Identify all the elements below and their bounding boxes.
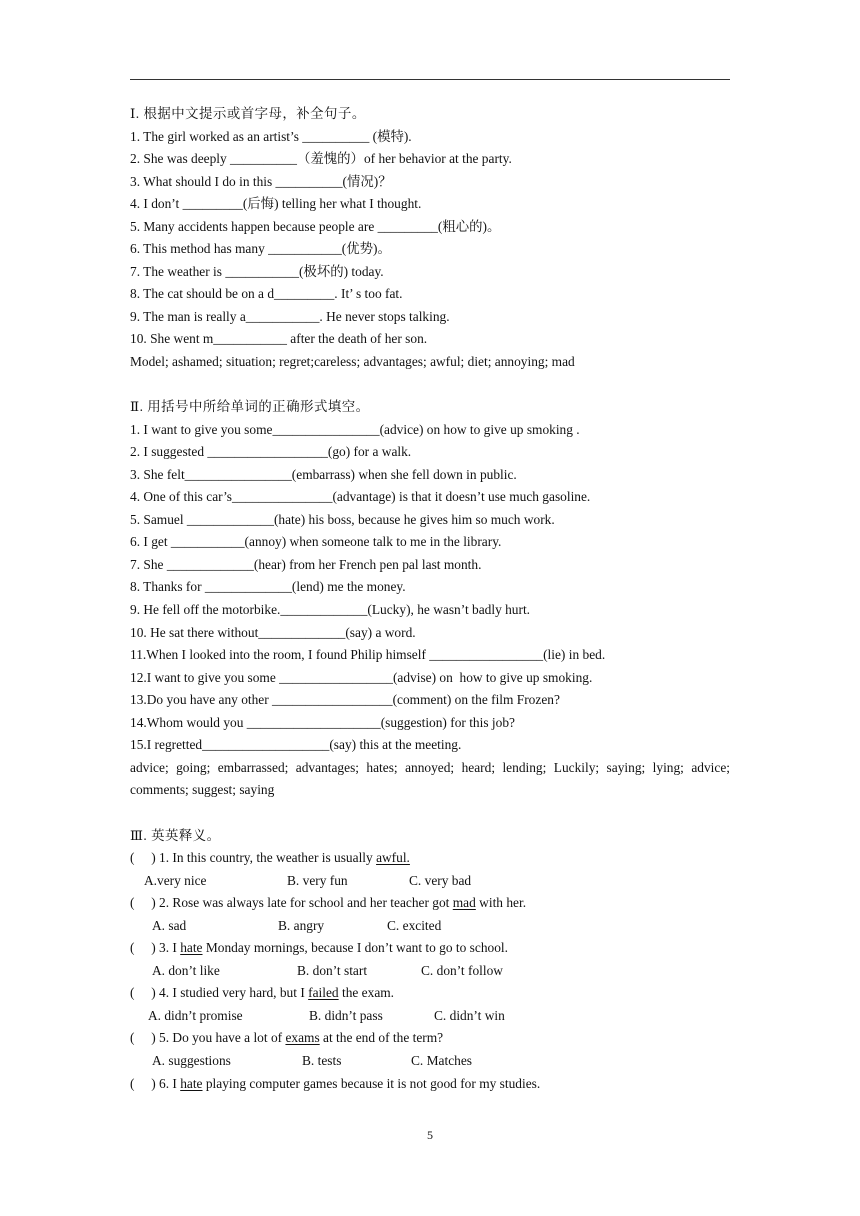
option-a: A. didn’t promise — [148, 1007, 243, 1023]
option-c: C. excited — [387, 917, 442, 933]
question-stem — [130, 1073, 730, 1096]
option-a: A. don’t like — [152, 962, 220, 978]
spacer — [130, 374, 730, 397]
option-c: C. don’t follow — [421, 962, 503, 978]
underlined-word: hate — [180, 940, 203, 956]
sentence-line: 1. I want to give you some________________(advice) on how to give up smoking . — [130, 421, 580, 437]
question-text: ( ) 4. I studied very hard, but I — [130, 985, 309, 1001]
sentence-line: 1. The girl worked as an artist’s __________ (模特). — [130, 128, 412, 144]
sentence-line: 10. She went m___________ after the death of her son. — [130, 331, 428, 347]
question-stem — [130, 892, 730, 915]
sentence-line: 6. I get ___________(annoy) when someone talk to me in the library. — [130, 534, 502, 550]
worksheet-content — [130, 103, 730, 1095]
option-b: B. tests — [302, 1052, 342, 1068]
question-text: ( ) 6. I — [130, 1075, 181, 1091]
question-text: with her. — [475, 895, 527, 911]
sentence-line: 8. Thanks for _____________(lend) me the money. — [130, 579, 406, 595]
option-a: A.very nice — [144, 872, 207, 888]
question-stem — [130, 982, 730, 1005]
question-text: Monday mornings, because I don’t want to go to school. — [202, 940, 508, 956]
question-stem — [130, 937, 730, 960]
page-number: 5 — [427, 1128, 433, 1142]
sentence-line: 7. She _____________(hear) from her French pen pal last month. — [130, 556, 482, 572]
sentence-line: 2. I suggested __________________(go) for a walk. — [130, 444, 412, 460]
underlined-word: awful. — [376, 850, 410, 866]
underlined-word: mad — [452, 895, 476, 911]
option-c: C. very bad — [409, 872, 472, 888]
sentence-line: 4. I don’t _________(后悔) telling her what I thought. — [130, 196, 422, 212]
question-text: ( ) 5. Do you have a lot of — [130, 1030, 286, 1046]
sentence-line: 5. Many accidents happen because people are _________(粗心的)。 — [130, 218, 501, 234]
sentence-line: 11.When I looked into the room, I found Philip himself _________________(lie) in bed. — [130, 647, 606, 663]
option-b: B. didn’t pass — [309, 1007, 383, 1023]
question-text: the exam. — [338, 985, 395, 1001]
option-b: B. don’t start — [297, 962, 368, 978]
question-stem — [130, 847, 730, 870]
sentence-line: 5. Samuel _____________(hate) his boss, because he gives him so much work. — [130, 511, 555, 527]
question-text: ( ) 2. Rose was always late for school and her teacher got — [130, 895, 453, 911]
sentence-line: 4. One of this car’s_______________(advantage) is that it doesn’t use much gasoline. — [130, 489, 591, 505]
underlined-word: failed — [308, 985, 339, 1001]
option-b: B. angry — [278, 917, 325, 933]
sentence-line: 13.Do you have any other __________________(comment) on the film Frozen? — [130, 692, 560, 708]
spacer — [130, 802, 730, 825]
option-c: C. didn’t win — [434, 1007, 505, 1023]
underlined-word: hate — [180, 1075, 203, 1091]
section2-title: Ⅱ. 用括号中所给单词的正确形式填空。 — [130, 399, 370, 415]
section1-sentences — [130, 126, 730, 351]
options-row — [130, 870, 730, 893]
sentence-line: 7. The weather is ___________(极坏的) today. — [130, 263, 384, 279]
sentence-line: 9. The man is really a___________. He never stops talking. — [130, 308, 450, 324]
options-row — [130, 915, 730, 938]
options-row — [130, 1005, 730, 1028]
section2-sentences — [130, 419, 730, 757]
section3-questions — [130, 847, 730, 1095]
section1-answers: Model; ashamed; situation; regret;careless; advantages; awful; diet; annoying; mad — [130, 354, 575, 370]
sentence-line: 12.I want to give you some _________________(advise) on how to give up smoking. — [130, 669, 593, 685]
question-text: ( ) 1. In this country, the weather is usually — [130, 850, 377, 866]
section3-title: Ⅲ. 英英释义。 — [130, 827, 221, 843]
sentence-line: 3. What should I do in this __________(情况)？ — [130, 173, 392, 189]
option-a: A. suggestions — [152, 1052, 231, 1068]
sentence-line: 14.Whom would you ____________________(suggestion) for this job? — [130, 714, 515, 730]
section1-title: Ⅰ. 根据中文提示或首字母，补全句子。 — [130, 106, 366, 121]
sentence-line: 15.I regretted___________________(say) this at the meeting. — [130, 737, 462, 753]
sentence-line: 8. The cat should be on a d_________. It’ s too fat. — [130, 286, 403, 302]
question-text: playing computer games because it is not good for my studies. — [202, 1075, 541, 1091]
underlined-word: exams — [285, 1030, 320, 1046]
sentence-line: 3. She felt________________(embarrass) when she fell down in public. — [130, 466, 517, 482]
sentence-line: 2. She was deeply __________（羞愧的）of her behavior at the party. — [130, 151, 512, 167]
option-c: C. Matches — [411, 1052, 472, 1068]
sentence-line: 10. He sat there without_____________(say) a word. — [130, 624, 416, 640]
question-text: ( ) 3. I — [130, 940, 181, 956]
options-row — [130, 1050, 730, 1073]
option-a: A. sad — [152, 917, 187, 933]
sentence-line: 6. This method has many ___________(优势)。 — [130, 241, 391, 257]
question-text: at the end of the term? — [319, 1030, 444, 1046]
options-row — [130, 960, 730, 983]
option-b: B. very fun — [287, 872, 348, 888]
section2-answers: advice; going; embarrassed; advantages; hates; annoyed; heard; lending; Luckily; saying; lying; advice; comments; suggest; saying — [130, 759, 730, 798]
header-rule — [130, 79, 730, 80]
sentence-line: 9. He fell off the motorbike._____________(Lucky), he wasn’t badly hurt. — [130, 602, 531, 618]
question-stem — [130, 1027, 730, 1050]
